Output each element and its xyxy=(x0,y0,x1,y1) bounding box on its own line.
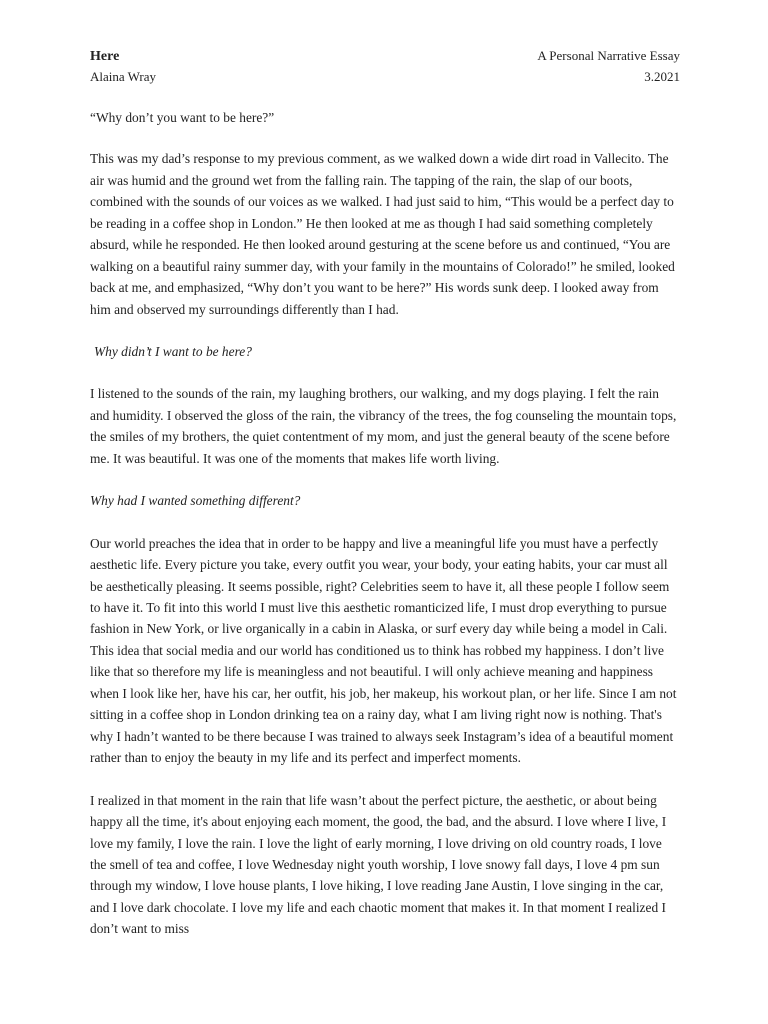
essay-header xyxy=(90,46,680,87)
essay-title: Here xyxy=(90,49,120,64)
opening-quote: “Why don’t you want to be here?” xyxy=(90,110,275,125)
header-row-top xyxy=(90,46,680,67)
paragraph-4: I realized in that moment in the rain that life wasn’t about the perfect picture, the aesthetic, or about being happy all the time, it's about enjoying each moment, the good, the bad, and the absurd. I love where I live, I love my family, I love the rain. I love the light of early morning, I love driving on old country roads, I love the smell of tea and coffee, I love Wednesday night youth worship, I love snowy fall days, I love 4 pm sun through my window, I love house plants, I love hiking, I love reading Jane Austin, I love singing in the car, and I love dark chocolate. I love my life and each chaotic moment that makes it. In that moment I realized I don’t want to miss xyxy=(90,792,667,937)
paragraph-2: I listened to the sounds of the rain, my laughing brothers, our walking, and my dogs playing. I felt the rain and humidity. I observed the gloss of the rain, the vibrancy of the trees, the fog counseling the mountain tops, the smiles of my brothers, the quiet contentment of my mom, and just the general beauty of the scene before me. It was beautiful. It was one of the moments that makes life worth living. xyxy=(90,386,677,466)
paragraph-1: This was my dad’s response to my previous comment, as we walked down a wide dirt road in Vallecito. The air was humid and the ground wet from the falling rain. The tapping of the rain, the slap of our boots, combined with the sounds of our voices as we walked. I had just said to him, “This would be a perfect day to be reading in a coffee shop in London.” He then looked at me as though I had said something completely absurd, while he responded. He then looked around gesturing at the scene before us and continued, “You are walking on a beautiful rainy summer day, with your family in the mountains of Colorado!” he smiled, looked back at me, and emphasized, “Why don’t you want to be here?” His words sunk deep. I looked away from him and observed my surroundings differently than I had. xyxy=(90,151,675,317)
essay-subtitle: A Personal Narrative Essay xyxy=(537,48,680,63)
essay-page xyxy=(90,46,680,961)
question-1: Why didn’t I want to be here? xyxy=(94,344,252,360)
question-2: Why had I wanted something different? xyxy=(90,493,301,509)
paragraph-3: Our world preaches the idea that in order to be happy and live a meaningful life you must have a perfectly aesthetic life. Every picture you take, every outfit you wear, your body, your eating habits, your car must all be aesthetically pleasing. It seems possible, right? Celebrities seem to have it, all these people I follow seem to have it. To fit into this world I must live this aesthetic romanticized life, I must drop everything to pursue fashion in New York, or live organically in a cabin in Alaska, or surf every day while being a model in Cali. This idea that social media and our world has conditioned us to think has robbed my happiness. I don’t live like that so therefore my life is meaningless and not beautiful. I will only achieve meaning and happiness when I look like her, have his car, her outfit, his job, her makeup, his workout plan, or her life. Since I am not sitting in a coffee shop in London drinking tea on a rainy day, what I am living right now is nothing. That's why I hadn’t wanted to be there because I was trained to always seek Instagram’s idea of a beautiful moment rather than to enjoy the beauty in my life and its perfect and imperfect moments. xyxy=(90,535,677,766)
author-name: Alaina Wray xyxy=(90,69,157,84)
header-row-bottom xyxy=(90,67,680,87)
essay-date: 3.2021 xyxy=(644,69,680,84)
